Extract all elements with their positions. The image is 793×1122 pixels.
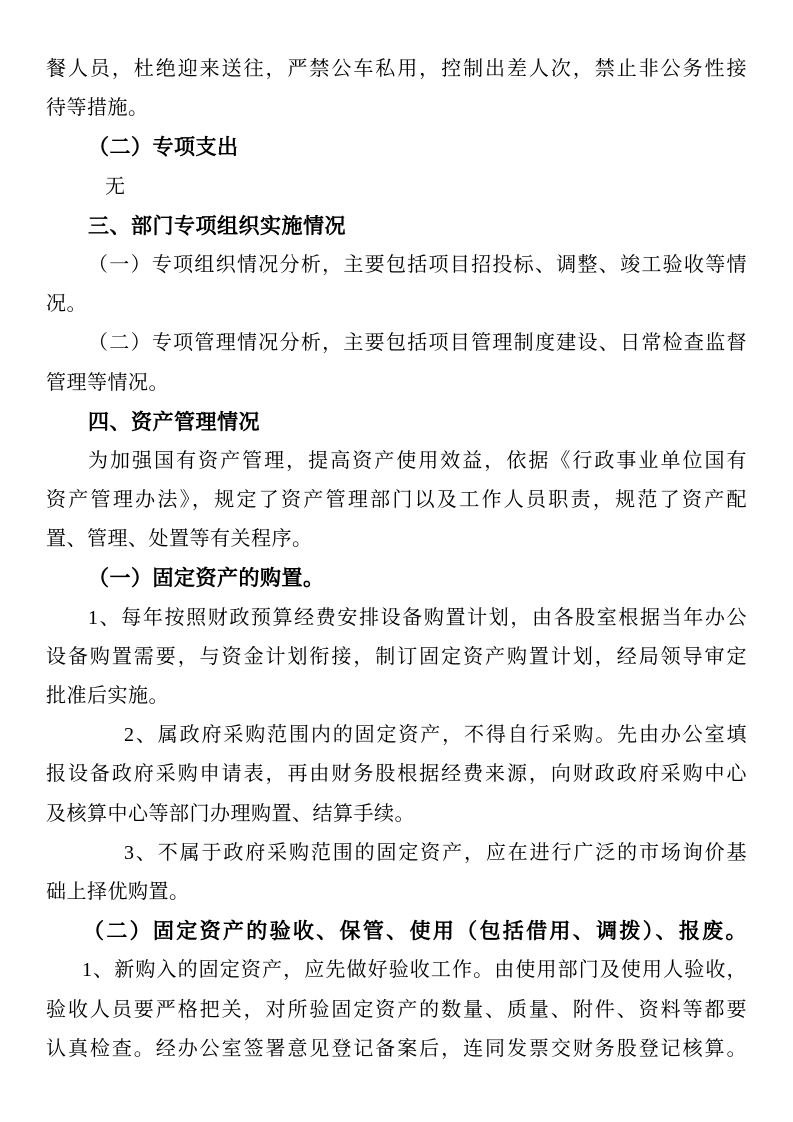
doc-line-body: 批准后实施。 [46,685,169,707]
doc-line-heading: （二）专项支出 [88,136,239,160]
doc-line-body: 报设备政府采购申请表，再由财务股根据经费来源，向财政政府采购中心 [46,763,747,786]
doc-line-heading: （二）固定资产的验收、保管、使用（包括借用、调拨）、报废。 [83,920,747,944]
doc-line-body: 待等措施。 [46,97,149,120]
doc-line-body: 及核算中心等部门办理购置、结算手续。 [46,802,415,825]
doc-line-heading: （一）固定资产的购置。 [88,567,325,591]
doc-line-body: 2、属政府采购范围内的固定资产，不得自行采购。先由办公室填 [124,724,747,747]
doc-line-body: （二）专项管理情况分析，主要包括项目管理制度建设、日常检查监督 [88,332,747,355]
doc-line-body: 资产管理办法》，规定了资产管理部门以及工作人员职责，规范了资产配 [46,489,747,512]
doc-line-body: 础上择优购置。 [46,880,190,903]
doc-line-heading: 三、部门专项组织实施情况 [88,214,346,238]
doc-line-body: 况。 [46,293,87,316]
doc-line-body: 设备购置需要，与资金计划衔接，制订固定资产购置计划，经局领导审定 [46,645,747,668]
doc-line-body: 1、新购入的固定资产，应先做好验收工作。由使用部门及使用人验收， [82,959,747,982]
doc-line-heading: 四、资产管理情况 [88,410,260,434]
doc-line-body: 管理等情况。 [46,371,169,394]
doc-line-body: （一）专项组织情况分析，主要包括项目招投标、调整、竣工验收等情 [88,253,747,276]
doc-line-body: 验收人员要严格把关，对所验固定资产的数量、质量、附件、资料等都要 [46,998,747,1021]
doc-line-body: 3、不属于政府采购范围的固定资产，应在进行广泛的市场询价基 [124,841,747,864]
doc-line-body: 认真检查。经办公室签署意见登记备案后，连同发票交财务股登记核算。 [46,1037,747,1060]
doc-line-body: 无 [105,175,126,198]
doc-line-body: 置、管理、处置等有关程序。 [46,528,313,551]
doc-line-body: 为加强国有资产管理，提高资产使用效益，依据《行政事业单位国有 [88,449,747,472]
doc-line-body: 餐人员，杜绝迎来送往，严禁公车私用，控制出差人次，禁止非公务性接 [46,58,747,80]
doc-line-body: 1、每年按照财政预算经费安排设备购置计划，由各股室根据当年办公 [88,606,747,629]
